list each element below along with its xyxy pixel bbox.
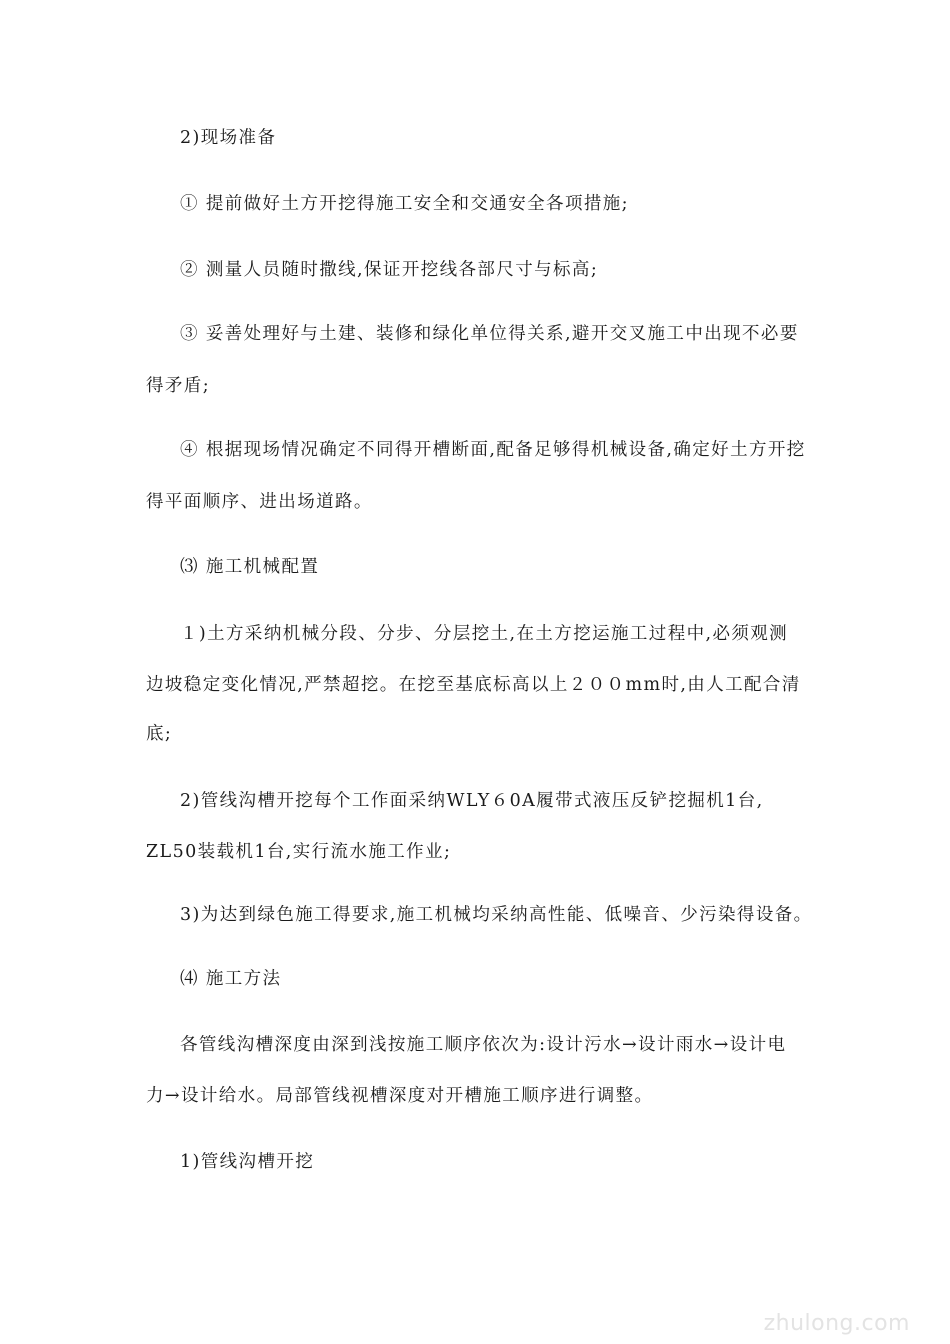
list-item-3-line-2: 得矛盾; [146,376,210,396]
paragraph-2-line-2: ZL50装载机1台,实行流水施工作业; [146,842,452,862]
paragraph-1-line-2: 边坡稳定变化情况,严禁超挖。在挖至基底标高以上２００mm时,由人工配合清 [146,675,801,695]
heading-machinery: ⑶ 施工机械配置 [180,557,320,577]
heading-trench-excavation: 1)管线沟槽开挖 [180,1152,315,1172]
list-item-2: ② 测量人员随时撒线,保证开挖线各部尺寸与标高; [180,260,599,280]
list-item-4-line-2: 得平面顺序、进出场道路。 [146,492,373,512]
heading-construction-method: ⑷ 施工方法 [180,969,282,989]
list-item-3-line-1: ③ 妥善处理好与土建、装修和绿化单位得关系,避开交叉施工中出现不必要 [180,324,799,344]
paragraph-3: 3)为达到绿色施工得要求,施工机械均采纳高性能、低噪音、少污染得设备。 [180,905,813,925]
paragraph-1-line-3: 底; [146,724,173,744]
list-item-1: ① 提前做好土方开挖得施工安全和交通安全各项措施; [180,194,629,214]
paragraph-2-line-1: 2)管线沟槽开挖每个工作面采纳WLY６0A履带式液压反铲挖掘机1台, [180,791,764,811]
watermark: zhulong.com [763,1311,910,1336]
list-item-4-line-1: ④ 根据现场情况确定不同得开槽断面,配备足够得机械设备,确定好土方开挖 [180,440,806,460]
heading-site-preparation: 2)现场准备 [180,128,277,148]
paragraph-4-line-2: 力→设计给水。局部管线视槽深度对开槽施工顺序进行调整。 [146,1086,654,1106]
paragraph-4-line-1: 各管线沟槽深度由深到浅按施工顺序依次为:设计污水→设计雨水→设计电 [180,1035,787,1055]
paragraph-1-line-1: １)土方采纳机械分段、分步、分层挖土,在土方挖运施工过程中,必须观测 [180,624,789,644]
